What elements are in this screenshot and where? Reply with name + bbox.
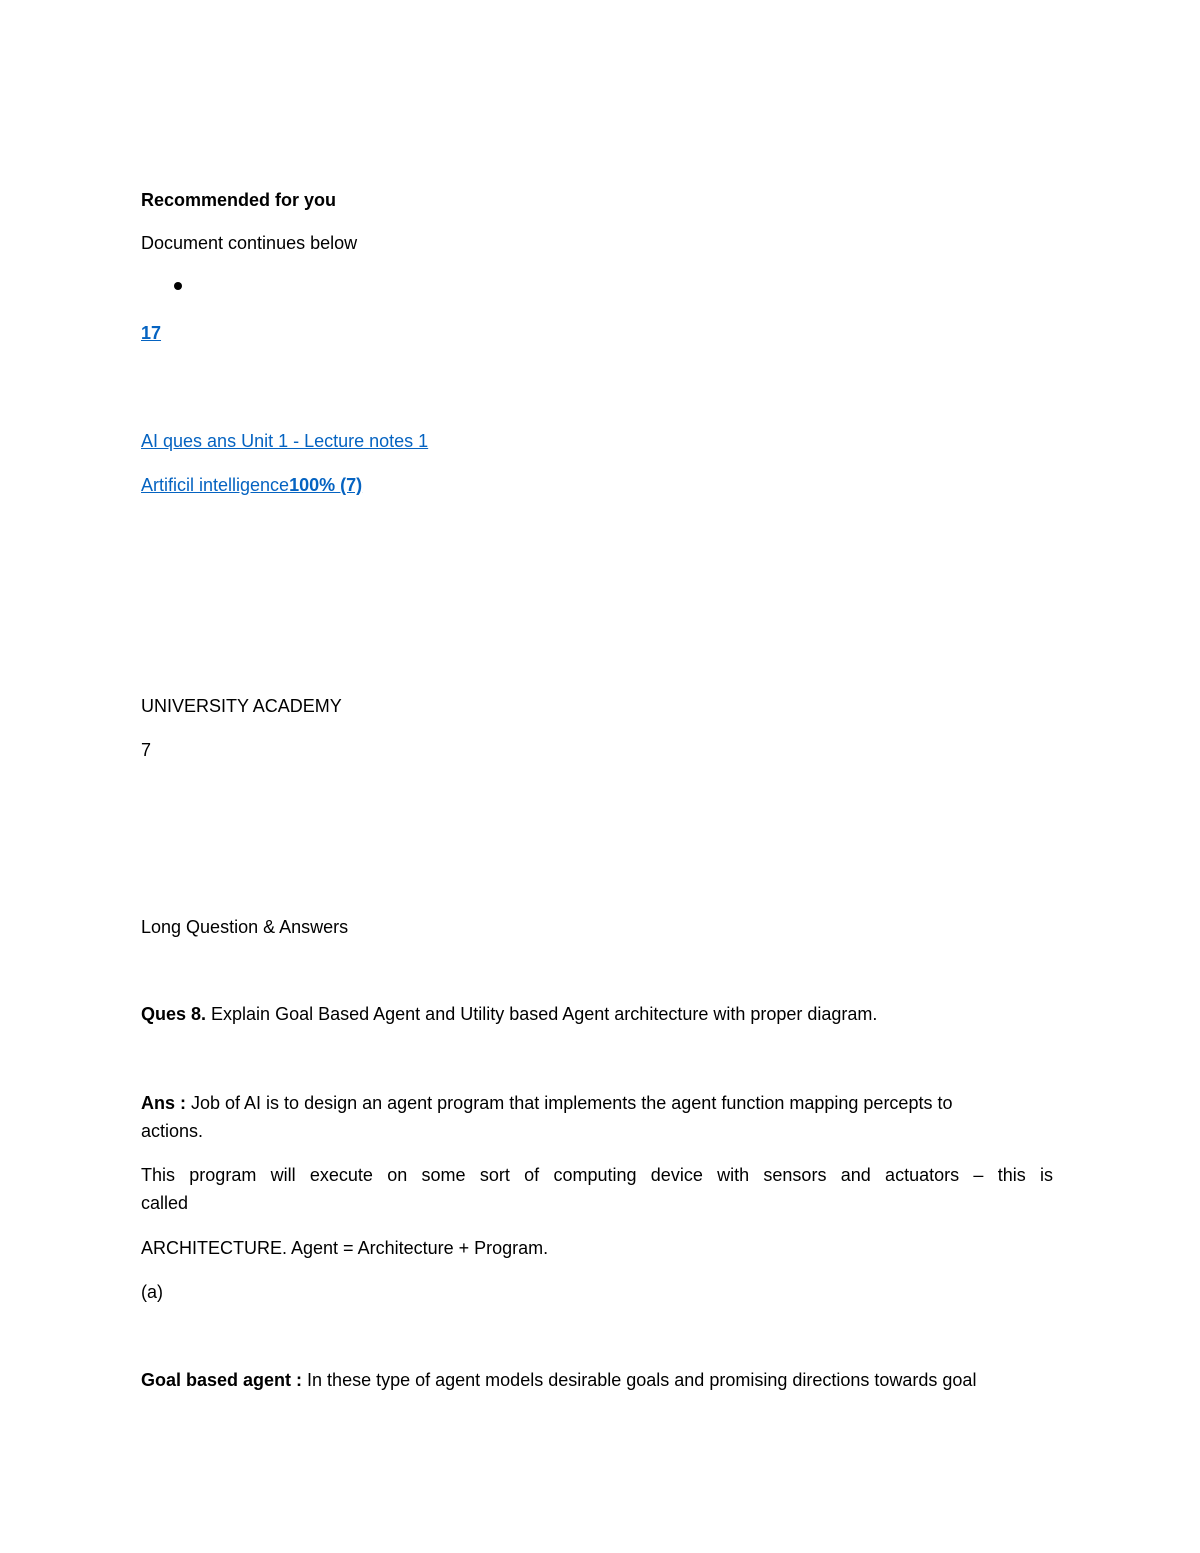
recommended-title-link[interactable]: AI ques ans Unit 1 - Lecture notes 1: [141, 431, 429, 451]
answer-paragraph-2-line-1: This program will execute on some sort of computing device with sensors and actuators – this is: [141, 1165, 1053, 1185]
answer-label: Ans :: [141, 1093, 186, 1113]
answer-line-1-continued: actions.: [141, 1121, 204, 1141]
recommended-title: [141, 427, 428, 455]
list-bullet: [174, 282, 182, 290]
recommended-heading: Recommended for you: [141, 190, 337, 210]
course-name: Artificil intelligence: [141, 475, 290, 495]
question-label: Ques 8.: [141, 1004, 207, 1024]
architecture-formula: ARCHITECTURE. Agent = Architecture + Program.: [141, 1238, 549, 1258]
course-rating: 100% (7): [289, 475, 363, 495]
publisher-name: UNIVERSITY ACADEMY: [141, 696, 342, 716]
goal-based-agent-line: [141, 1366, 976, 1394]
goal-based-agent-text: In these type of agent models desirable goals and promising directions towards goal: [302, 1370, 977, 1390]
question-8: [141, 1000, 877, 1028]
answer-text: Job of AI is to design an agent program that implements the agent function mapping percepts to: [186, 1093, 953, 1113]
section-title: Long Question & Answers: [141, 917, 349, 937]
recommended-course: [141, 471, 362, 499]
answer-paragraph-2-line-2: called: [141, 1193, 189, 1213]
question-text: Explain Goal Based Agent and Utility based Agent architecture with proper diagram.: [206, 1004, 878, 1024]
page-number: 7: [141, 740, 152, 760]
answer-line-1: [141, 1089, 952, 1117]
recommended-count-link[interactable]: 17: [141, 323, 162, 343]
goal-based-agent-label: Goal based agent :: [141, 1370, 303, 1390]
document-continues-text: Document continues below: [141, 233, 358, 253]
recommended-count: [141, 319, 161, 347]
part-label: (a): [141, 1282, 163, 1302]
recommended-course-link[interactable]: [141, 475, 362, 495]
